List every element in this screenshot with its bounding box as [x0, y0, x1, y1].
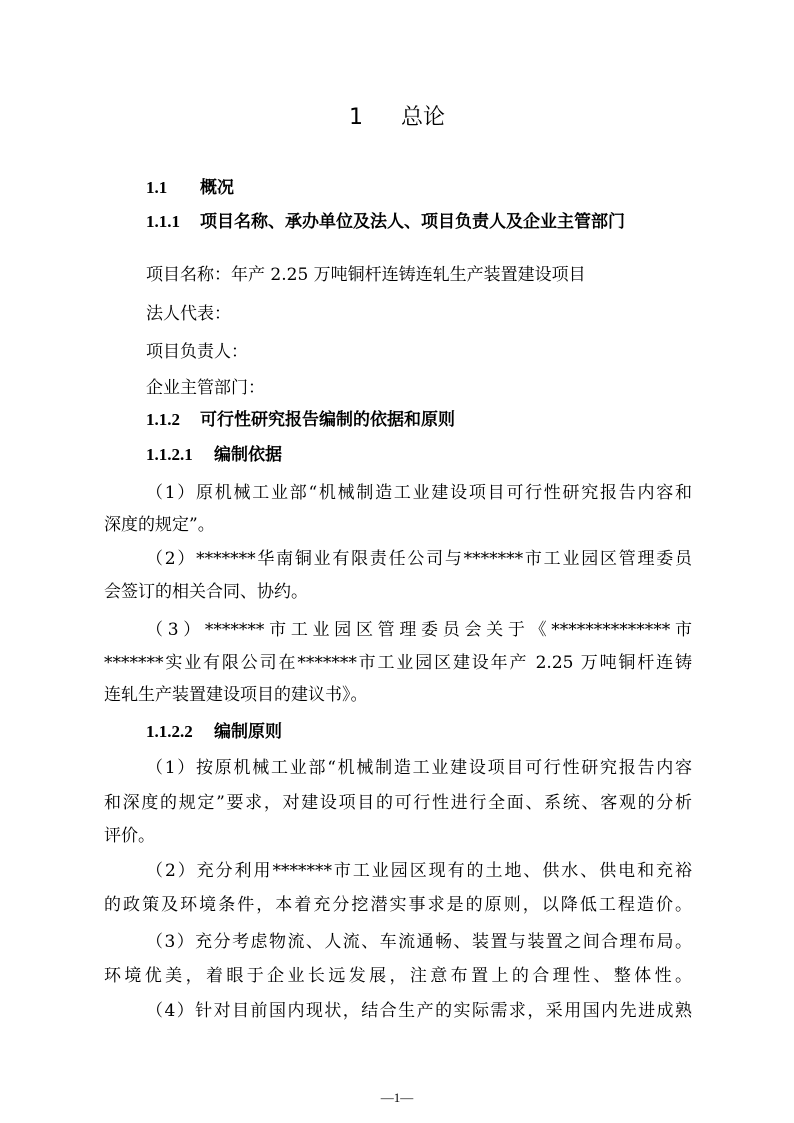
section-heading-1-1-2 — [146, 408, 455, 432]
page-number: —1— — [380, 1090, 414, 1105]
chapter-title-text: 总论 — [400, 105, 445, 130]
supervisor-line: 企业主管部门： — [146, 378, 265, 398]
chapter-number: 1 — [348, 105, 363, 130]
basis-item-1-line-1: （1）原机械工业部“机械制造工业建设项目可行性研究报告内容和 — [146, 483, 692, 503]
project-name-line: 项目名称：年产 2.25 万吨铜杆连铸连轧生产装置建设项目 — [146, 265, 586, 285]
principle-item-3-line-1: （3）充分考虑物流、人流、车流通畅、装置与装置之间合理布局。 — [146, 932, 692, 952]
principle-item-3-line-2: 环境优美，着眼于企业长远发展，注意布置上的合理性、整体性。 — [104, 966, 692, 986]
principle-item-4-line-1: （4）针对目前国内现状，结合生产的实际需求，采用国内先进成熟 — [146, 1001, 692, 1021]
principle-item-1-line-1: （1）按原机械工业部“机械制造工业建设项目可行性研究报告内容 — [146, 758, 692, 778]
basis-item-2-line-1: （2）*******华南铜业有限责任公司与*******市工业园区管理委员 — [146, 549, 692, 569]
section-number: 1.1.2 — [146, 410, 180, 429]
section-number: 1.1.2.1 — [146, 445, 193, 464]
section-title: 项目名称、承办单位及法人、项目负责人及企业主管部门 — [200, 212, 625, 232]
section-heading-1-1-2-2 — [146, 720, 282, 744]
section-title: 概况 — [200, 178, 234, 198]
section-heading-1-1 — [146, 176, 234, 200]
section-number: 1.1.1 — [146, 212, 180, 231]
project-leader-line: 项目负责人： — [146, 342, 248, 362]
section-heading-1-1-2-1 — [146, 443, 282, 467]
basis-item-2-line-2: 会签订的相关合同、协约。 — [104, 582, 308, 602]
principle-item-2-line-2: 的政策及环境条件，本着充分挖潜实事求是的原则，以降低工程造价。 — [104, 895, 692, 915]
chapter-title — [0, 100, 794, 131]
basis-item-3-line-3: 连轧生产装置建设项目的建议书》。 — [104, 685, 368, 705]
section-title: 编制依据 — [214, 445, 282, 465]
section-title: 可行性研究报告编制的依据和原则 — [200, 410, 455, 430]
section-number: 1.1 — [146, 178, 168, 197]
section-title: 编制原则 — [214, 722, 282, 742]
basis-item-3-line-2: *******实业有限公司在*******市工业园区建设年产 2.25 万吨铜杆连铸 — [104, 653, 692, 673]
section-number: 1.1.2.2 — [146, 722, 193, 741]
principle-item-2-line-1: （2）充分利用*******市工业园区现有的土地、供水、供电和充裕 — [146, 861, 692, 881]
principle-item-1-line-2: 和深度的规定”要求，对建设项目的可行性进行全面、系统、客观的分析 — [104, 793, 692, 813]
basis-item-1-line-2: 深度的规定”。 — [104, 515, 215, 535]
section-heading-1-1-1 — [146, 210, 625, 234]
principle-item-1-line-3: 评价。 — [104, 826, 155, 846]
legal-rep-line: 法人代表： — [146, 304, 231, 324]
basis-item-3-line-1: （3）*******市工业园区管理委员会关于《**************市 — [146, 620, 692, 640]
